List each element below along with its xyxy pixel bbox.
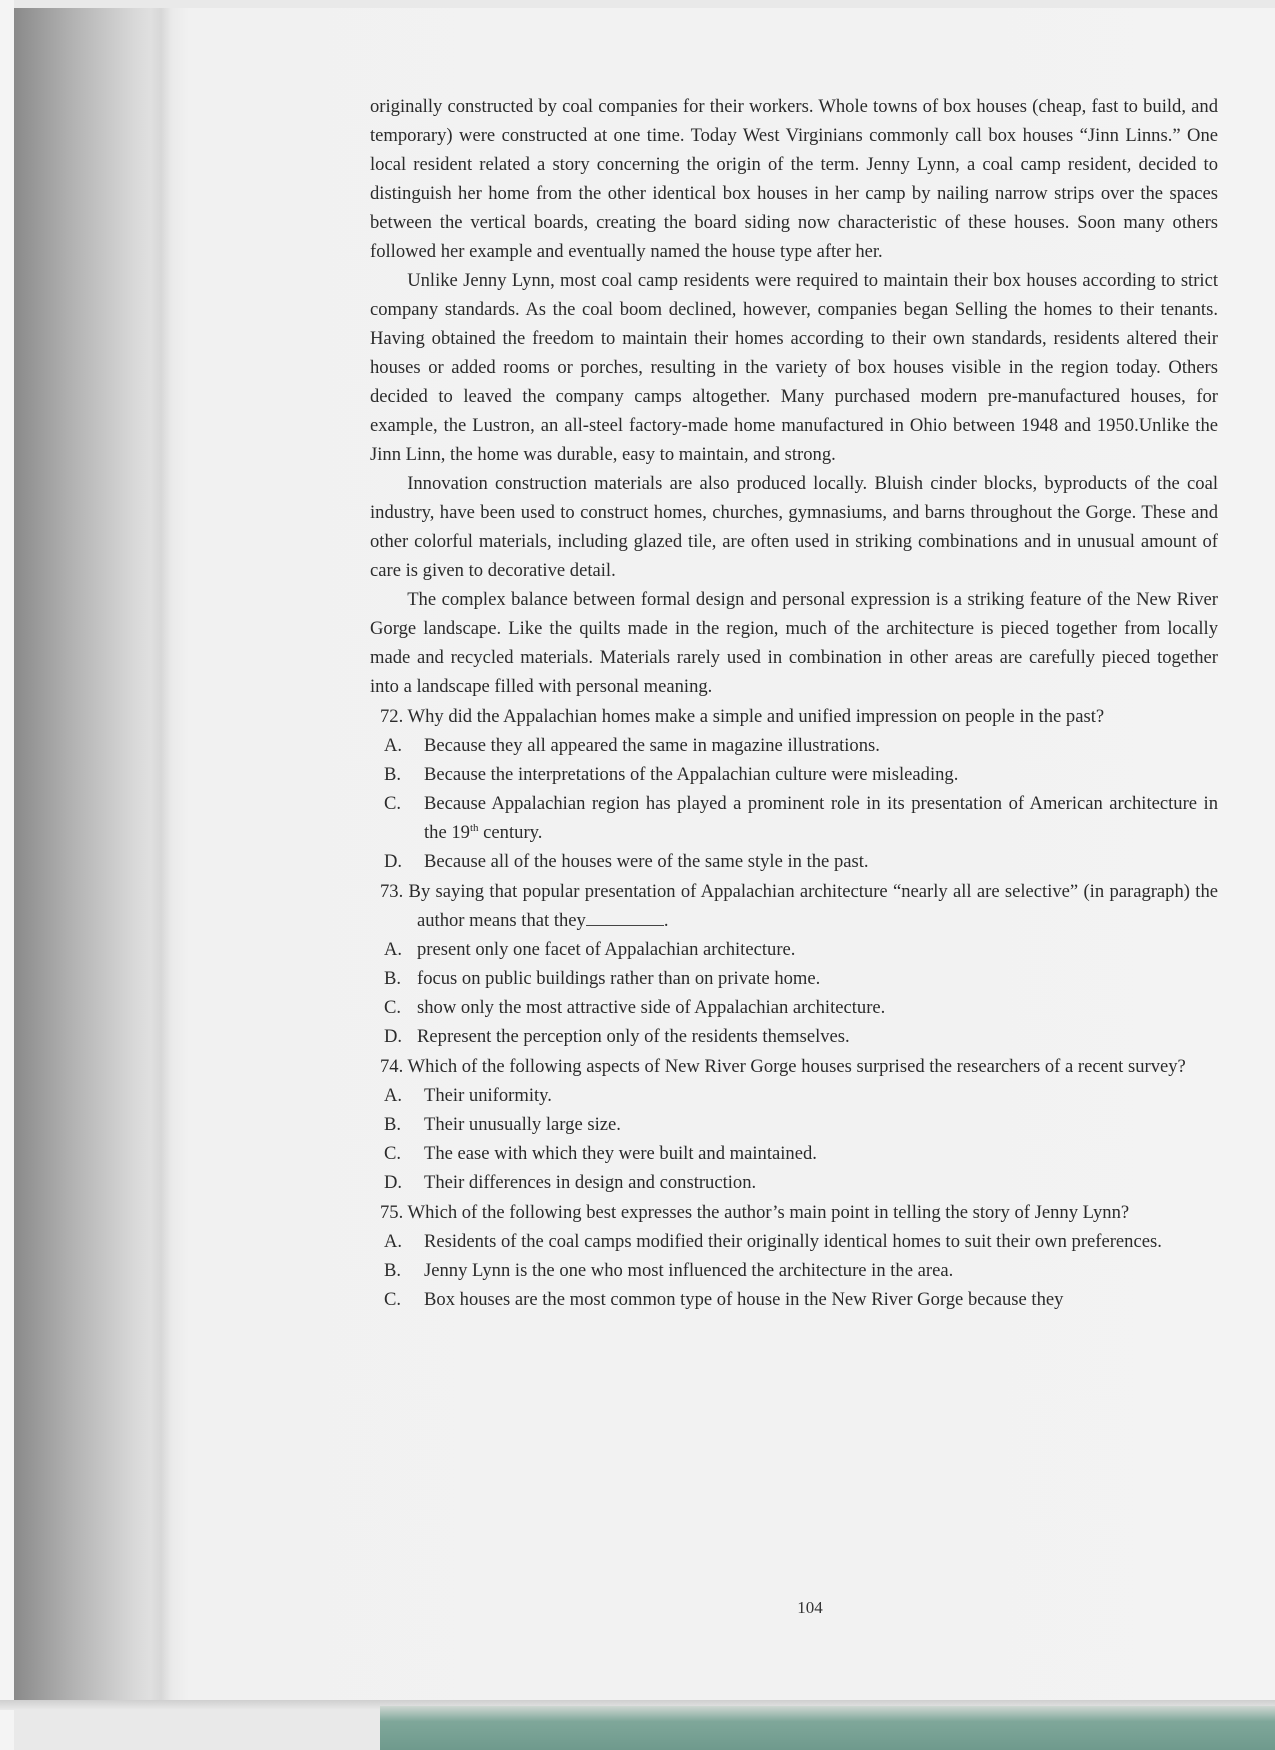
page-gutter bbox=[150, 8, 172, 1708]
question-stem: 72. Why did the Appalachian homes make a simple and unified impression on people in the past? bbox=[380, 706, 1105, 727]
book-cover-edge bbox=[380, 1706, 1275, 1750]
passage-paragraph-4: The complex balance between formal design and personal expression is a striking feature of the New River Gorge landscape. Like the quilts made in the region, much of the architecture is pieced together from locally made and recycled materials. Materials rarely used in combination in other areas are carefully pieced together into a landscape filled with personal meaning. bbox=[370, 589, 1218, 697]
passage-paragraph-2: Unlike Jenny Lynn, most coal camp residents were required to maintain their box houses according to strict company standards. As the coal boom declined, however, companies began Selling the homes to their tenants. Having obtained the freedom to maintain their homes according to their own standards, residents altered their houses or added rooms or porches, resulting in the variety of box houses visible in the region today. Others decided to leaved the company camps altogether. Many purchased modern pre-manufactured houses, for example, the Lustron, an all-steel factory-made home manufactured in Ohio between 1948 and 1950.Unlike the Jinn Linn, the home was durable, easy to maintain, and strong. bbox=[370, 270, 1218, 465]
option-letter: A. bbox=[384, 1085, 403, 1106]
option-letter: C. bbox=[384, 1289, 402, 1310]
option-letter: A. bbox=[384, 1231, 403, 1252]
answer-option bbox=[370, 1168, 1218, 1197]
option-text: Their unusually large size. bbox=[424, 1114, 621, 1135]
option-letter: B. bbox=[384, 764, 402, 785]
option-letter: D. bbox=[384, 1172, 403, 1193]
question-72 bbox=[370, 702, 1218, 876]
question-75 bbox=[370, 1198, 1218, 1314]
answer-option bbox=[370, 731, 1218, 760]
answer-option bbox=[370, 789, 1218, 847]
answer-option bbox=[370, 1110, 1218, 1139]
passage-paragraph-1: originally constructed by coal companies for their workers. Whole towns of box houses (cheap, fast to build, and temporary) were constructed at one time. Today West Virginians commonly call box houses “Jinn Linns.” One local resident related a story concerning the origin of the term. Jenny Lynn, a coal camp resident, decided to distinguish her home from the other identical box houses in her camp by nailing narrow strips over the spaces between the vertical boards, creating the board siding now characteristic of these houses. Soon many others followed her example and eventually named the house type after her. bbox=[370, 96, 1218, 262]
answer-option bbox=[370, 1285, 1218, 1314]
option-text: Their uniformity. bbox=[424, 1085, 552, 1106]
option-letter: D. bbox=[384, 851, 403, 872]
answer-option bbox=[370, 760, 1218, 789]
option-letter: B. bbox=[384, 1260, 402, 1281]
question-73 bbox=[370, 877, 1218, 1051]
question-stem bbox=[370, 877, 1218, 935]
answer-option bbox=[370, 1256, 1218, 1285]
option-letter: B. bbox=[384, 968, 402, 989]
answer-blank bbox=[586, 909, 664, 926]
option-letter: A. bbox=[384, 939, 403, 960]
option-text: show only the most attractive side of Appalachian architecture. bbox=[417, 997, 886, 1018]
answer-option bbox=[370, 1022, 1218, 1051]
passage-paragraph-3: Innovation construction materials are also produced locally. Bluish cinder blocks, byproducts of the coal industry, have been used to construct homes, churches, gymnasiums, and barns throughout the Gorge. These and other colorful materials, including glazed tile, are often used in striking combinations and in unusual amount of care is given to decorative detail. bbox=[370, 473, 1218, 581]
question-74 bbox=[370, 1052, 1218, 1197]
ordinal-suffix: th bbox=[469, 821, 479, 834]
option-text: Represent the perception only of the residents themselves. bbox=[417, 1026, 850, 1047]
option-letter: A. bbox=[384, 735, 403, 756]
option-text: The ease with which they were built and maintained. bbox=[424, 1143, 817, 1164]
answer-option bbox=[370, 847, 1218, 876]
option-letter: C. bbox=[384, 997, 402, 1018]
answer-option bbox=[370, 1081, 1218, 1110]
answer-option bbox=[370, 935, 1218, 964]
answer-option bbox=[370, 993, 1218, 1022]
option-letter: C. bbox=[384, 1143, 402, 1164]
answer-option bbox=[370, 1227, 1218, 1256]
answer-option bbox=[370, 1139, 1218, 1168]
option-text: Box houses are the most common type of house in the New River Gorge because they bbox=[424, 1289, 1064, 1310]
question-stem-end: . bbox=[663, 910, 669, 931]
option-letter: C. bbox=[384, 793, 402, 814]
option-text-before: Because Appalachian region has played a prominent role in its presentation of American architecture in the 19 bbox=[424, 793, 1218, 843]
page-text bbox=[370, 92, 1218, 1314]
option-text: Because they all appeared the same in magazine illustrations. bbox=[424, 735, 880, 756]
option-text: present only one facet of Appalachian architecture. bbox=[417, 939, 796, 960]
answer-option bbox=[370, 964, 1218, 993]
option-text-after: century. bbox=[478, 822, 543, 843]
option-text bbox=[424, 793, 1218, 843]
option-text: focus on public buildings rather than on private home. bbox=[417, 968, 821, 989]
page-number: 104 bbox=[797, 1598, 823, 1617]
scan-margin bbox=[0, 0, 14, 1750]
option-text: Jenny Lynn is the one who most influenced the architecture in the area. bbox=[424, 1260, 954, 1281]
option-text: Because all of the houses were of the same style in the past. bbox=[424, 851, 869, 872]
option-letter: D. bbox=[384, 1026, 403, 1047]
question-stem: 75. Which of the following best expresses the author’s main point in telling the story of Jenny Lynn? bbox=[380, 1202, 1130, 1223]
option-text: Their differences in design and construction. bbox=[424, 1172, 757, 1193]
question-stem-text: 73. By saying that popular presentation of Appalachian architecture “nearly all are selective” (in paragraph) the author means that they bbox=[380, 881, 1218, 931]
question-stem: 74. Which of the following aspects of New River Gorge houses surprised the researchers of a recent survey? bbox=[380, 1056, 1186, 1077]
option-text: Because the interpretations of the Appalachian culture were misleading. bbox=[424, 764, 959, 785]
option-text: Residents of the coal camps modified their originally identical homes to suit their own preferences. bbox=[424, 1231, 1162, 1252]
option-letter: B. bbox=[384, 1114, 402, 1135]
